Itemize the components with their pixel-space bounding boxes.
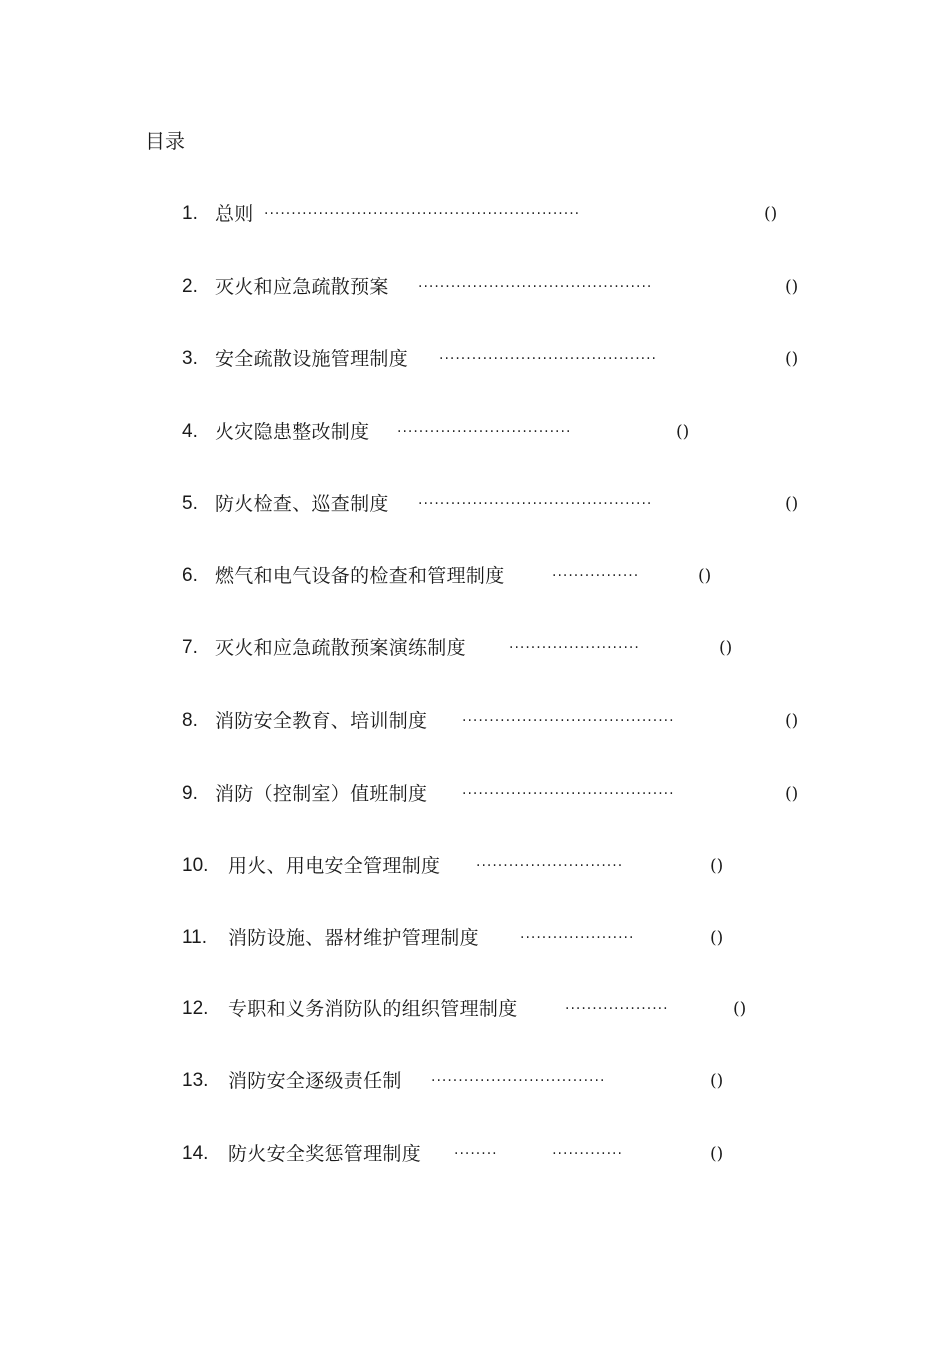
toc-entry-title: 火灾隐患整改制度 xyxy=(215,421,370,443)
toc-entry-leader: ······································· xyxy=(462,786,675,802)
toc-entry-number: 1. xyxy=(182,203,198,224)
toc-entry-page: () xyxy=(785,277,799,297)
toc-entry-leader: ········ ············· xyxy=(454,1146,623,1162)
toc-entry-leader: ······································· xyxy=(462,713,675,729)
toc-entry-number: 11. xyxy=(182,927,208,948)
toc-entry-title: 安全疏散设施管理制度 xyxy=(215,348,409,370)
toc-entry-leader: ················ xyxy=(552,568,640,584)
toc-entry-title: 用火、用电安全管理制度 xyxy=(228,855,441,877)
toc-entry-page: () xyxy=(710,856,724,876)
toc-entry-title: 总则 xyxy=(215,203,254,225)
toc-entry-page: () xyxy=(785,494,799,514)
toc-entry-page: () xyxy=(785,711,799,731)
toc-entry-title: 消防安全逐级责任制 xyxy=(228,1070,402,1092)
toc-entry-leader: ·························································· xyxy=(264,206,581,222)
toc-entry-title: 消防设施、器材维护管理制度 xyxy=(228,927,479,949)
toc-entry-number: 14. xyxy=(182,1143,209,1164)
toc-entry-number: 3. xyxy=(182,348,198,369)
toc-entry-leader: ································ xyxy=(397,424,572,440)
toc-entry-number: 2. xyxy=(182,276,198,297)
toc-entry-page: () xyxy=(676,422,690,442)
toc-entry-number: 9. xyxy=(182,783,198,804)
toc-entry-number: 7. xyxy=(182,637,198,658)
toc-entry-leader: ··········································· xyxy=(418,279,653,295)
toc-entry-number: 10. xyxy=(182,855,209,876)
toc-entry-number: 8. xyxy=(182,710,198,731)
toc-entry-number: 6. xyxy=(182,565,198,586)
toc-entry-number: 4. xyxy=(182,421,198,442)
toc-entry-number: 12. xyxy=(182,998,209,1019)
toc-entry-leader: ····················· xyxy=(520,930,635,946)
toc-entry-leader: ········································ xyxy=(439,351,658,367)
toc-entry-title: 燃气和电气设备的检查和管理制度 xyxy=(215,565,505,587)
toc-entry-number: 5. xyxy=(182,493,198,514)
toc-entry-leader: ··········································· xyxy=(418,496,653,512)
toc-entry-leader: ··················· xyxy=(565,1001,669,1017)
toc-entry-title: 防火安全奖惩管理制度 xyxy=(228,1143,422,1165)
toc-entry-title: 灭火和应急疏散预案 xyxy=(215,276,389,298)
toc-entry-page: () xyxy=(710,1144,724,1164)
toc-entry-leader: ························ xyxy=(509,640,640,656)
toc-entry-page: () xyxy=(785,349,799,369)
toc-entry-page: () xyxy=(764,204,778,224)
toc-entry-number: 13. xyxy=(182,1070,209,1091)
toc-entry-page: () xyxy=(698,566,712,586)
page-title: 目录 xyxy=(145,129,185,153)
toc-entry-leader: ································ xyxy=(431,1073,606,1089)
toc-entry-title: 防火检查、巡查制度 xyxy=(215,493,389,515)
toc-entry-page: () xyxy=(733,999,747,1019)
toc-entry-leader: ··························· xyxy=(476,858,624,874)
toc-entry-title: 专职和义务消防队的组织管理制度 xyxy=(228,998,518,1020)
toc-entry-page: () xyxy=(719,638,733,658)
toc-entry-title: 灭火和应急疏散预案演练制度 xyxy=(215,637,466,659)
toc-entry-page: () xyxy=(785,784,799,804)
toc-entry-page: () xyxy=(710,928,724,948)
toc-entry-page: () xyxy=(710,1071,724,1091)
toc-entry-title: 消防安全教育、培训制度 xyxy=(215,710,428,732)
toc-entry-title: 消防（控制室）值班制度 xyxy=(215,783,428,805)
